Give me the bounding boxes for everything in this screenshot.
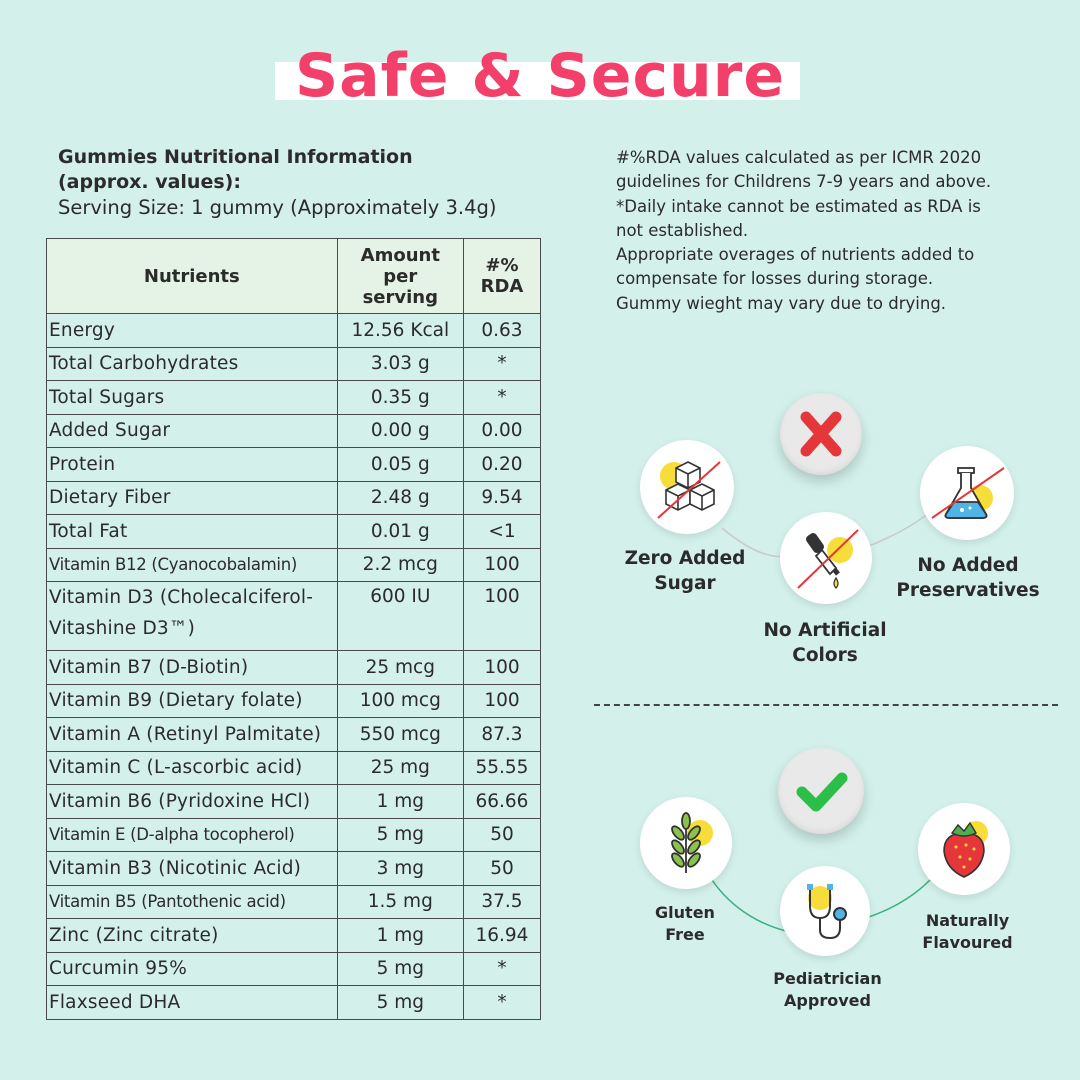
- amount-cell: 2.2 mcg: [337, 548, 463, 582]
- rda-cell: 100: [463, 684, 540, 718]
- amount-cell: 25 mg: [337, 751, 463, 785]
- note-line: Gummy wieght may vary due to drying.: [616, 293, 947, 313]
- rda-cell: 37.5: [463, 885, 540, 919]
- rda-cell: 0.00: [463, 414, 540, 448]
- label-line: Approved: [784, 991, 871, 1010]
- nutrient-name-cell: Protein: [47, 448, 338, 482]
- amount-cell: 0.01 g: [337, 515, 463, 549]
- sugar-cubes-icon: [640, 440, 734, 534]
- nutrient-name-cell: Vitamin B9 (Dietary folate): [47, 684, 338, 718]
- nutrient-name-cell: Energy: [47, 314, 338, 348]
- amount-cell: 0.35 g: [337, 381, 463, 415]
- stethoscope-icon: [780, 866, 870, 956]
- rda-cell: 0.63: [463, 314, 540, 348]
- serving-size: Serving Size: 1 gummy (Approximately 3.4g): [58, 196, 497, 219]
- rda-cell: 100: [463, 548, 540, 582]
- nutrient-name-cell: Vitamin E (D-alpha tocopherol): [47, 818, 338, 852]
- header-nutrients: Nutrients: [47, 239, 338, 314]
- rda-cell: *: [463, 347, 540, 381]
- rda-cell: 9.54: [463, 481, 540, 515]
- amount-cell: 550 mcg: [337, 718, 463, 752]
- rda-cell: 66.66: [463, 785, 540, 819]
- amount-cell: 12.56 Kcal: [337, 314, 463, 348]
- note-line: guidelines for Childrens 7-9 years and above.: [616, 172, 992, 192]
- page-title: Safe & Secure: [294, 41, 786, 111]
- label-line: No Artificial: [763, 620, 887, 641]
- wheat-icon: [640, 797, 732, 889]
- amount-cell: 5 mg: [337, 818, 463, 852]
- amount-cell: 600 IU: [337, 582, 463, 651]
- nutrient-name-cell: Flaxseed DHA: [47, 986, 338, 1020]
- label-line: Naturally: [925, 911, 1010, 930]
- header-rda: #% RDA: [463, 239, 540, 314]
- note-line: #%RDA values calculated as per ICMR 2020: [616, 148, 982, 167]
- label-line: Preservatives: [896, 580, 1040, 601]
- amount-cell: 1 mg: [337, 785, 463, 819]
- rda-cell: *: [463, 952, 540, 986]
- no-preservatives-circle: [920, 446, 1014, 540]
- amount-cell: 100 mcg: [337, 684, 463, 718]
- label-line: Pediatrician: [773, 969, 882, 988]
- rda-cell: 100: [463, 651, 540, 685]
- cross-badge: [780, 393, 862, 475]
- heading-line1: Gummies Nutritional Information: [58, 146, 413, 168]
- check-badge: [778, 748, 864, 834]
- amount-cell: 5 mg: [337, 986, 463, 1020]
- nutrient-name-cell: Vitamin B3 (Nicotinic Acid): [47, 852, 338, 886]
- label-line: Gluten: [655, 903, 715, 922]
- x-mark-icon: [780, 393, 862, 475]
- gluten-free-label: [630, 902, 740, 946]
- rda-cell: *: [463, 381, 540, 415]
- header-amount: Amount per serving: [337, 239, 463, 314]
- no-colors-circle: [780, 512, 872, 604]
- dropper-icon: [780, 512, 872, 604]
- nutrient-name-cell: Zinc (Zinc citrate): [47, 919, 338, 953]
- nutrient-name-cell: Vitamin B12 (Cyanocobalamin): [47, 548, 338, 582]
- label-line: Free: [665, 925, 705, 944]
- note-line: *Daily intake cannot be estimated as RDA is: [616, 196, 981, 216]
- nutrient-name-cell: Dietary Fiber: [47, 481, 338, 515]
- rda-cell: 100: [463, 582, 540, 651]
- nutrient-name-cell: Added Sugar: [47, 414, 338, 448]
- strawberry-icon: [918, 803, 1010, 895]
- naturally-flavoured-label: [905, 910, 1030, 954]
- rda-cell: 87.3: [463, 718, 540, 752]
- rda-cell: 50: [463, 852, 540, 886]
- amount-cell: 3.03 g: [337, 347, 463, 381]
- amount-cell: 3 mg: [337, 852, 463, 886]
- rda-cell: 50: [463, 818, 540, 852]
- naturally-flavoured-circle: [918, 803, 1010, 895]
- amount-cell: 25 mcg: [337, 651, 463, 685]
- amount-cell: 2.48 g: [337, 481, 463, 515]
- nutrient-name-cell: Vitamin B7 (D-Biotin): [47, 651, 338, 685]
- nutrient-name-cell: Vitamin D3 (Cholecalciferol-Vitashine D3™): [47, 582, 338, 651]
- flask-icon: [920, 446, 1014, 540]
- pediatrician-approved-label: [755, 968, 900, 1012]
- rda-cell: *: [463, 986, 540, 1020]
- rda-cell: 16.94: [463, 919, 540, 953]
- check-mark-icon: [778, 748, 864, 834]
- label-line: No Added: [917, 555, 1019, 576]
- label-line: Sugar: [654, 573, 716, 594]
- amount-cell: 5 mg: [337, 952, 463, 986]
- amount-cell: 1 mg: [337, 919, 463, 953]
- nutrient-name-cell: Vitamin A (Retinyl Palmitate): [47, 718, 338, 752]
- amount-cell: 0.05 g: [337, 448, 463, 482]
- pediatrician-circle: [780, 866, 870, 956]
- nutrient-name-cell: Total Sugars: [47, 381, 338, 415]
- gluten-free-circle: [640, 797, 732, 889]
- label-line: Flavoured: [922, 933, 1013, 952]
- rda-cell: 55.55: [463, 751, 540, 785]
- heading-line2: (approx. values):: [58, 171, 241, 193]
- amount-cell: 1.5 mg: [337, 885, 463, 919]
- note-line: Appropriate overages of nutrients added to: [616, 245, 975, 265]
- section-divider: [594, 704, 1058, 706]
- nutrient-name-cell: Curcumin 95%: [47, 952, 338, 986]
- nutrient-name-cell: Vitamin B5 (Pantothenic acid): [47, 885, 338, 919]
- rda-cell: <1: [463, 515, 540, 549]
- nutrient-name-cell: Total Carbohydrates: [47, 347, 338, 381]
- no-artificial-colors-label: [745, 618, 905, 668]
- nutrient-name-cell: Vitamin B6 (Pyridoxine HCl): [47, 785, 338, 819]
- amount-cell: 0.00 g: [337, 414, 463, 448]
- nutrient-name-cell: Vitamin C (L-ascorbic acid): [47, 751, 338, 785]
- zero-added-sugar-label: [610, 546, 760, 596]
- note-line: compensate for losses during storage.: [616, 269, 934, 289]
- nutrient-name-cell: Total Fat: [47, 515, 338, 549]
- zero-sugar-circle: [640, 440, 734, 534]
- note-line: not established.: [616, 220, 749, 240]
- label-line: Zero Added: [624, 548, 746, 569]
- no-added-preservatives-label: [888, 553, 1048, 603]
- label-line: Colors: [792, 645, 858, 666]
- rda-cell: 0.20: [463, 448, 540, 482]
